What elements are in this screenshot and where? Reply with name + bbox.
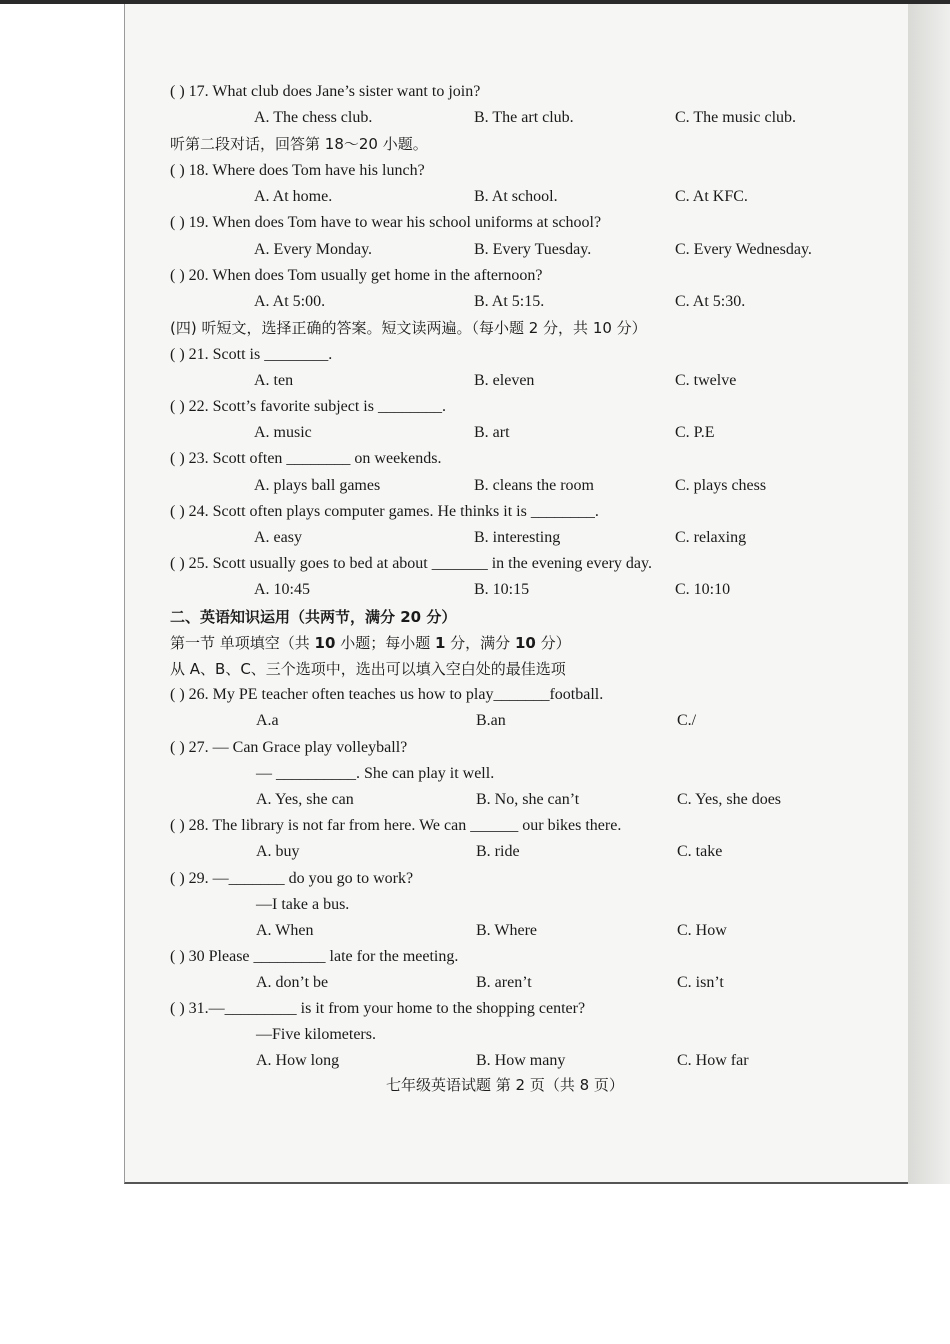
q27-option-b: B. No, she can’t	[476, 791, 580, 808]
q17-option-c: C. The music club.	[675, 109, 797, 126]
q22-option-b: B. art	[474, 424, 510, 441]
q22-option-c: C. P.E	[675, 424, 715, 441]
q21-option-c: C. twelve	[675, 372, 737, 389]
question-18: ( ) 18. Where does Tom have his lunch?	[170, 162, 425, 179]
q19-option-b: B. Every Tuesday.	[474, 241, 592, 258]
q18-option-b: B. At school.	[474, 188, 558, 205]
page-footer: 七年级英语试题 第 2 页（共 8 页）	[386, 1076, 624, 1094]
q23-option-c: C. plays chess	[675, 477, 767, 494]
part-1-pre: 第一节 单项填空（共	[170, 634, 315, 652]
q31-option-a: A. How long	[256, 1052, 340, 1069]
q25-option-a: A. 10:45	[254, 581, 310, 598]
q23-option-b: B. cleans the room	[474, 477, 594, 494]
question-19: ( ) 19. When does Tom have to wear his school uniforms at school?	[170, 214, 602, 231]
q27-option-c: C. Yes, she does	[677, 791, 782, 808]
part-4-heading: (四) 听短文，选择正确的答案。短文读两遍。（每小题 2 分，共 10 分）	[170, 319, 647, 337]
dialogue-2-instruction: 听第二段对话，回答第 18～20 小题。	[170, 135, 428, 153]
question-17: ( ) 17. What club does Jane’s sister want to join?	[170, 83, 481, 100]
q26-option-c: C./	[677, 712, 697, 729]
part-1-heading	[170, 633, 571, 653]
q18-option-c: C. At KFC.	[675, 188, 748, 205]
q28-option-b: B. ride	[476, 843, 520, 860]
q27-response: — __________. She can play it well.	[256, 765, 495, 782]
question-30: ( ) 30 Please _________ late for the meeting.	[170, 948, 459, 965]
part-1-instruction: 从 A、B、C、三个选项中，选出可以填入空白处的最佳选项	[170, 660, 566, 678]
q29-response: —I take a bus.	[256, 896, 350, 913]
q18-option-a: A. At home.	[254, 188, 333, 205]
q17-option-a: A. The chess club.	[254, 109, 373, 126]
section-2-heading: 二、英语知识运用（共两节，满分 20 分）	[170, 608, 457, 626]
question-28: ( ) 28. The library is not far from here. We can ______ our bikes there.	[170, 817, 622, 834]
q27-option-a: A. Yes, she can	[256, 791, 354, 808]
q30-option-a: A. don’t be	[256, 974, 329, 991]
part-1-post: 分）	[535, 634, 571, 652]
q20-option-c: C. At 5:30.	[675, 293, 746, 310]
q25-option-b: B. 10:15	[474, 581, 530, 598]
question-21: ( ) 21. Scott is ________.	[170, 346, 333, 363]
q20-option-b: B. At 5:15.	[474, 293, 545, 310]
question-25: ( ) 25. Scott usually goes to bed at about _______ in the evening every day.	[170, 555, 652, 572]
part-1-count: 10	[314, 634, 336, 652]
q26-option-a: A.a	[256, 712, 279, 729]
q29-option-c: C. How	[677, 922, 727, 939]
question-24: ( ) 24. Scott often plays computer games. He thinks it is ________.	[170, 503, 599, 520]
part-1-total: 10	[514, 634, 536, 652]
q24-option-c: C. relaxing	[675, 529, 747, 546]
question-20: ( ) 20. When does Tom usually get home in the afternoon?	[170, 267, 543, 284]
q24-option-b: B. interesting	[474, 529, 561, 546]
q31-option-c: C. How far	[677, 1052, 749, 1069]
question-31: ( ) 31.—_________ is it from your home to the shopping center?	[170, 1000, 586, 1017]
q31-option-b: B. How many	[476, 1052, 566, 1069]
q17-option-b: B. The art club.	[474, 109, 574, 126]
part-1-mid: 小题；每小题	[335, 634, 435, 652]
question-23: ( ) 23. Scott often ________ on weekends.	[170, 450, 442, 467]
q28-option-c: C. take	[677, 843, 723, 860]
q20-option-a: A. At 5:00.	[254, 293, 326, 310]
q19-option-c: C. Every Wednesday.	[675, 241, 812, 258]
q21-option-a: A. ten	[254, 372, 294, 389]
q30-option-c: C. isn’t	[677, 974, 724, 991]
q31-response: —Five kilometers.	[256, 1026, 376, 1043]
question-22: ( ) 22. Scott’s favorite subject is ________.	[170, 398, 446, 415]
q28-option-a: A. buy	[256, 843, 300, 860]
q29-option-a: A. When	[256, 922, 314, 939]
q26-option-b: B.an	[476, 712, 506, 729]
q19-option-a: A. Every Monday.	[254, 241, 373, 258]
q30-option-b: B. aren’t	[476, 974, 532, 991]
question-27: ( ) 27. — Can Grace play volleyball?	[170, 739, 408, 756]
q25-option-c: C. 10:10	[675, 581, 731, 598]
q23-option-a: A. plays ball games	[254, 477, 381, 494]
q24-option-a: A. easy	[254, 529, 302, 546]
part-1-mid2: 分，满分	[445, 634, 515, 652]
q21-option-b: B. eleven	[474, 372, 535, 389]
q22-option-a: A. music	[254, 424, 312, 441]
part-1-points: 1	[434, 634, 446, 652]
q29-option-b: B. Where	[476, 922, 538, 939]
question-26: ( ) 26. My PE teacher often teaches us how to play_______football.	[170, 686, 604, 703]
question-29: ( ) 29. —_______ do you go to work?	[170, 870, 414, 887]
